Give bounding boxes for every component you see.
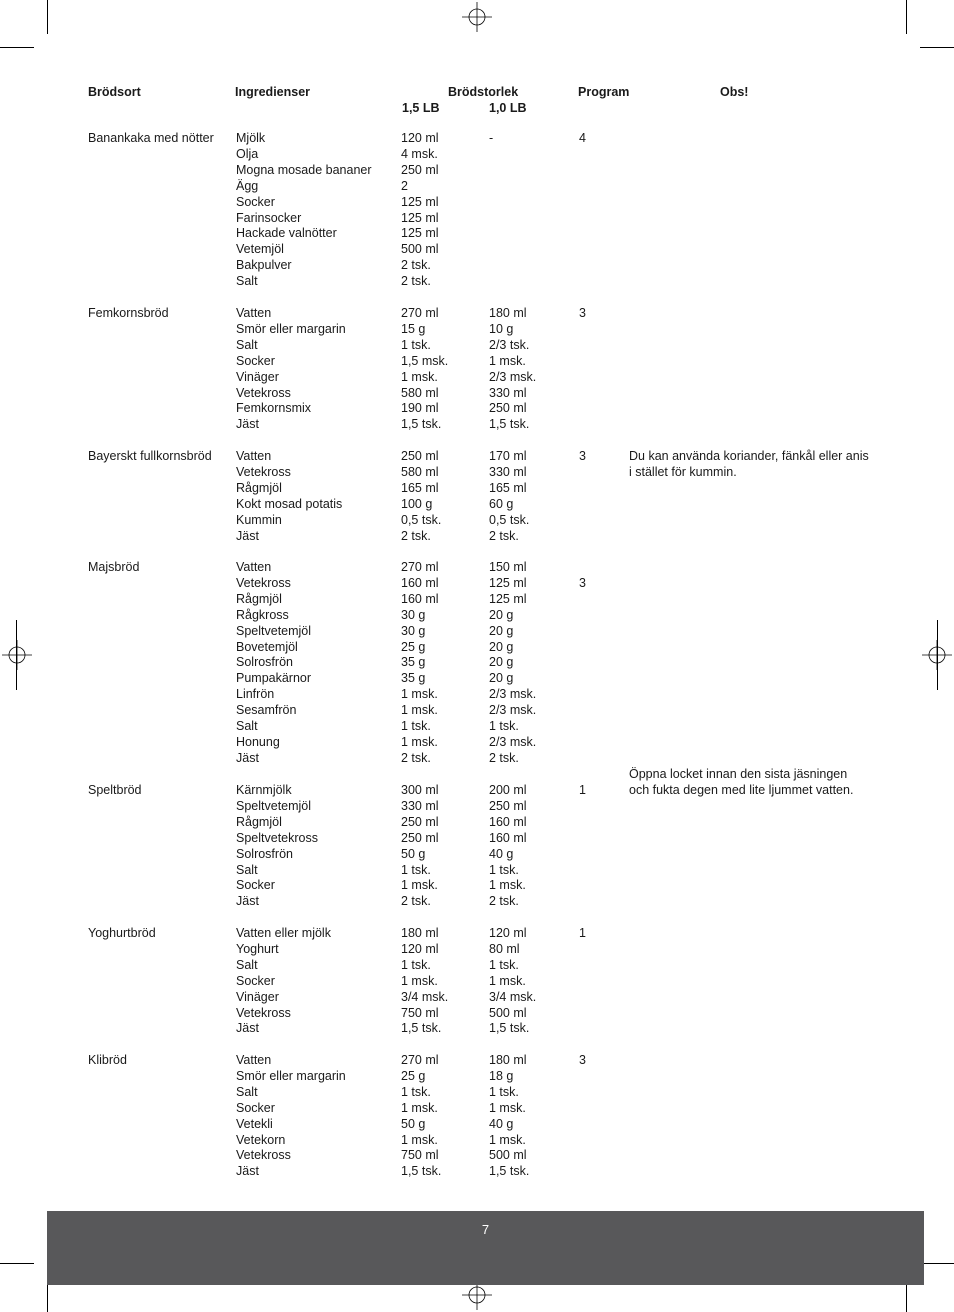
amount-large: 180 ml [401, 926, 439, 940]
ingredient-name: Kummin [236, 512, 282, 527]
amount-small: 500 ml [489, 1005, 527, 1020]
amount-large: 30 g [401, 607, 426, 622]
ingredient-name: Hackade valnötter [236, 226, 337, 241]
amount-small: 200 ml [489, 783, 527, 797]
amount-large: 1 msk. [401, 734, 438, 749]
ingredient-name: Socker [236, 973, 275, 988]
page-number: 7 [481, 1222, 490, 1237]
amount-large: 1 msk. [401, 687, 438, 702]
amount-small: 160 ml [489, 830, 527, 845]
registration-mark-icon [2, 640, 32, 670]
amount-large: 250 ml [401, 814, 439, 829]
amount-large: 125 ml [401, 194, 439, 209]
program-number: 3 [579, 1053, 586, 1067]
amount-small: 500 ml [489, 1148, 527, 1163]
ingredient-name: Rågmjöl [236, 591, 282, 606]
amount-small: 40 g [489, 1116, 514, 1131]
amount-large: 2 tsk. [401, 258, 431, 273]
ingredient-name: Jäst [236, 528, 259, 543]
ingredient-name: Bovetemjöl [236, 639, 298, 654]
ingredient-name: Jäst [236, 1021, 259, 1036]
amount-small: 20 g [489, 639, 514, 654]
amount-large: 1,5 tsk. [401, 1021, 442, 1036]
ingredient-name: Vatten [236, 560, 272, 574]
bread-name: Speltbröd [88, 783, 142, 797]
amount-small: 125 ml [489, 591, 527, 606]
program-number: 3 [579, 575, 586, 590]
amount-small: 1,5 tsk. [489, 1164, 530, 1179]
amount-small: 1 msk. [489, 353, 526, 368]
header-ingredients: Ingredienser [235, 85, 311, 99]
amount-small: 330 ml [489, 385, 527, 400]
amount-large: 500 ml [401, 242, 439, 257]
amount-large: 1 msk. [401, 703, 438, 718]
amount-large: 120 ml [401, 941, 439, 956]
amount-small: 1 tsk. [489, 719, 519, 733]
amount-large: 120 ml [401, 131, 439, 145]
amount-large: 3/4 msk. [401, 989, 449, 1004]
amount-small: 0,5 tsk. [489, 512, 530, 527]
ingredient-name: Salt [236, 274, 258, 289]
ingredient-name: Vetekross [236, 385, 291, 400]
amount-small: 120 ml [489, 926, 527, 940]
ingredient-name: Sesamfrön [236, 703, 297, 718]
ingredient-name: Speltvetemjöl [236, 798, 312, 813]
ingredient-name: Bakpulver [236, 258, 292, 273]
amount-large: 125 ml [401, 226, 439, 241]
amount-large: 330 ml [401, 798, 439, 813]
ingredient-name: Ägg [236, 178, 259, 193]
amount-small: 80 ml [489, 941, 520, 956]
amount-large: 25 g [401, 639, 426, 654]
amount-large: 1 msk. [401, 973, 438, 988]
ingredient-name: Vatten [236, 449, 272, 463]
program-number: 1 [579, 783, 586, 797]
amount-small: 18 g [489, 1068, 514, 1083]
amount-large: 0,5 tsk. [401, 512, 442, 527]
amount-small: 2/3 msk. [489, 703, 537, 718]
bread-name: Majsbröd [88, 560, 140, 574]
crop-mark [0, 47, 34, 48]
ingredient-name: Farinsocker [236, 210, 302, 225]
bread-note: Öppna locket innan den sista jäsningen och fukta degen med lite ljummet vatten. [629, 767, 854, 797]
ingredient-name: Solrosfrön [236, 846, 293, 861]
program-number: 4 [579, 131, 586, 145]
amount-small: 330 ml [489, 464, 527, 479]
ingredient-name: Vatten [236, 306, 272, 320]
ingredient-name: Vatten eller mjölk [236, 926, 331, 940]
program-number: 3 [579, 449, 586, 463]
amount-small: 2/3 msk. [489, 734, 537, 749]
amount-large: 270 ml [401, 1053, 439, 1067]
ingredient-name: Smör eller margarin [236, 321, 346, 336]
amount-large: 2 tsk. [401, 274, 431, 289]
amount-small: 2 tsk. [489, 528, 519, 543]
amount-small: 20 g [489, 623, 514, 638]
amount-large: 4 msk. [401, 146, 438, 161]
amount-large: 35 g [401, 655, 426, 670]
amount-small: 40 g [489, 846, 514, 861]
amount-small: 2/3 tsk. [489, 337, 530, 352]
amount-large: 125 ml [401, 210, 439, 225]
amount-large: 300 ml [401, 783, 439, 797]
amount-small: 160 ml [489, 814, 527, 829]
ingredient-name: Jäst [236, 750, 259, 765]
amount-large: 750 ml [401, 1148, 439, 1163]
amount-large: 160 ml [401, 575, 439, 590]
ingredient-name: Smör eller margarin [236, 1068, 346, 1083]
ingredient-name: Mjölk [236, 131, 266, 145]
ingredient-name: Mogna mosade bananer [236, 162, 372, 177]
ingredient-name: Vetekross [236, 575, 291, 590]
amount-small: 250 ml [489, 798, 527, 813]
amount-small: 125 ml [489, 575, 527, 590]
amount-large: 100 g [401, 496, 433, 511]
amount-large: 1 msk. [401, 1132, 438, 1147]
amount-large: 2 [401, 178, 408, 193]
footer-bar [47, 1211, 924, 1285]
header-notes: Obs! [720, 85, 749, 99]
ingredient-name: Salt [236, 957, 258, 972]
amount-large: 1 tsk. [401, 719, 431, 733]
ingredient-name: Solrosfrön [236, 655, 293, 670]
amount-large: 1 tsk. [401, 337, 431, 352]
ingredient-name: Speltvetemjöl [236, 623, 312, 638]
crop-mark [937, 620, 938, 690]
ingredient-name: Vinäger [236, 989, 279, 1004]
amount-small: 1 tsk. [489, 957, 519, 972]
bread-name: Klibröd [88, 1053, 127, 1067]
crop-mark [920, 1263, 954, 1264]
amount-large: 250 ml [401, 449, 439, 463]
amount-small: 20 g [489, 607, 514, 622]
amount-small: - [489, 131, 494, 145]
amount-large: 2 tsk. [401, 528, 431, 543]
amount-large: 2 tsk. [401, 750, 431, 765]
amount-large: 580 ml [401, 464, 439, 479]
amount-small: 60 g [489, 496, 514, 511]
header-size-large: 1,5 LB [402, 101, 440, 115]
ingredient-name: Vetekross [236, 1148, 291, 1163]
bread-note: Du kan använda koriander, fänkål eller anis i stället för kummin. [629, 449, 869, 479]
amount-large: 1 tsk. [401, 1084, 431, 1099]
header-bread-size: Brödstorlek [448, 85, 519, 99]
amount-small: 2/3 msk. [489, 369, 537, 384]
ingredient-name: Salt [236, 719, 258, 733]
ingredient-name: Rågmjöl [236, 814, 282, 829]
amount-large: 2 tsk. [401, 894, 431, 909]
amount-large: 190 ml [401, 401, 439, 416]
amount-large: 15 g [401, 321, 426, 336]
crop-mark [0, 1263, 34, 1264]
amount-large: 1 msk. [401, 369, 438, 384]
ingredient-name: Speltvetekross [236, 830, 318, 845]
amount-large: 750 ml [401, 1005, 439, 1020]
amount-small: 150 ml [489, 560, 527, 574]
crop-mark [906, 0, 907, 34]
ingredient-name: Yoghurt [236, 941, 279, 956]
ingredient-name: Socker [236, 1100, 275, 1115]
ingredient-name: Honung [236, 734, 280, 749]
amount-small: 2 tsk. [489, 750, 519, 765]
ingredient-name: Vetekorn [236, 1132, 286, 1147]
header-size-small: 1,0 LB [489, 101, 527, 115]
ingredient-name: Jäst [236, 894, 259, 909]
amount-large: 30 g [401, 623, 426, 638]
ingredient-name: Jäst [236, 1164, 259, 1179]
amount-small: 1 tsk. [489, 862, 519, 877]
ingredient-name: Vetemjöl [236, 242, 284, 257]
amount-large: 1,5 tsk. [401, 1164, 442, 1179]
amount-small: 1 msk. [489, 973, 526, 988]
amount-large: 250 ml [401, 830, 439, 845]
amount-large: 160 ml [401, 591, 439, 606]
amount-small: 1 msk. [489, 1132, 526, 1147]
amount-large: 270 ml [401, 306, 439, 320]
header-program: Program [578, 85, 630, 99]
amount-large: 1 tsk. [401, 957, 431, 972]
ingredient-name: Rågmjöl [236, 480, 282, 495]
program-number: 3 [579, 306, 586, 320]
bread-name: Banankaka med nötter [88, 131, 214, 145]
amount-large: 1 msk. [401, 878, 438, 893]
ingredient-name: Rågkross [236, 607, 289, 622]
ingredient-name: Socker [236, 353, 275, 368]
ingredient-name: Socker [236, 194, 275, 209]
amount-small: 1 tsk. [489, 1084, 519, 1099]
amount-small: 2 tsk. [489, 894, 519, 909]
ingredient-name: Salt [236, 1084, 258, 1099]
amount-small: 250 ml [489, 401, 527, 416]
ingredient-name: Vetekross [236, 1005, 291, 1020]
amount-large: 165 ml [401, 480, 439, 495]
amount-small: 170 ml [489, 449, 527, 463]
amount-small: 1,5 tsk. [489, 417, 530, 432]
amount-large: 270 ml [401, 560, 439, 574]
amount-large: 35 g [401, 671, 426, 686]
ingredient-name: Salt [236, 337, 258, 352]
amount-small: 165 ml [489, 480, 527, 495]
amount-small: 20 g [489, 655, 514, 670]
amount-small: 10 g [489, 321, 514, 336]
ingredient-name: Vatten [236, 1053, 272, 1067]
ingredient-name: Kärnmjölk [236, 783, 292, 797]
ingredient-name: Femkornsmix [236, 401, 312, 416]
ingredient-name: Olja [236, 146, 259, 161]
amount-large: 580 ml [401, 385, 439, 400]
bread-name: Bayerskt fullkornsbröd [88, 449, 212, 463]
bread-name: Femkornsbröd [88, 306, 169, 320]
crop-mark [920, 47, 954, 48]
bread-name: Yoghurtbröd [88, 926, 156, 940]
amount-large: 1 tsk. [401, 862, 431, 877]
ingredient-name: Pumpakärnor [236, 671, 312, 686]
amount-small: 1 msk. [489, 878, 526, 893]
amount-small: 3/4 msk. [489, 989, 537, 1004]
ingredient-name: Kokt mosad potatis [236, 496, 343, 511]
amount-large: 50 g [401, 846, 426, 861]
amount-large: 25 g [401, 1068, 426, 1083]
amount-small: 180 ml [489, 1053, 527, 1067]
program-number: 1 [579, 926, 586, 940]
crop-mark [16, 620, 17, 690]
amount-small: 20 g [489, 671, 514, 686]
header-bread-type: Brödsort [88, 85, 141, 99]
amount-large: 1,5 msk. [401, 353, 449, 368]
amount-small: 1,5 tsk. [489, 1021, 530, 1036]
ingredient-name: Linfrön [236, 687, 275, 702]
amount-large: 250 ml [401, 162, 439, 177]
ingredient-name: Jäst [236, 417, 259, 432]
ingredient-name: Vetekross [236, 464, 291, 479]
crop-mark [47, 0, 48, 34]
ingredient-name: Salt [236, 862, 258, 877]
amount-large: 1 msk. [401, 1100, 438, 1115]
ingredient-name: Vinäger [236, 369, 279, 384]
registration-mark-icon [462, 2, 492, 32]
amount-small: 1 msk. [489, 1100, 526, 1115]
amount-large: 50 g [401, 1116, 426, 1131]
ingredient-name: Socker [236, 878, 275, 893]
amount-small: 2/3 msk. [489, 687, 537, 702]
ingredient-name: Vetekli [236, 1116, 273, 1131]
amount-small: 180 ml [489, 306, 527, 320]
amount-large: 1,5 tsk. [401, 417, 442, 432]
